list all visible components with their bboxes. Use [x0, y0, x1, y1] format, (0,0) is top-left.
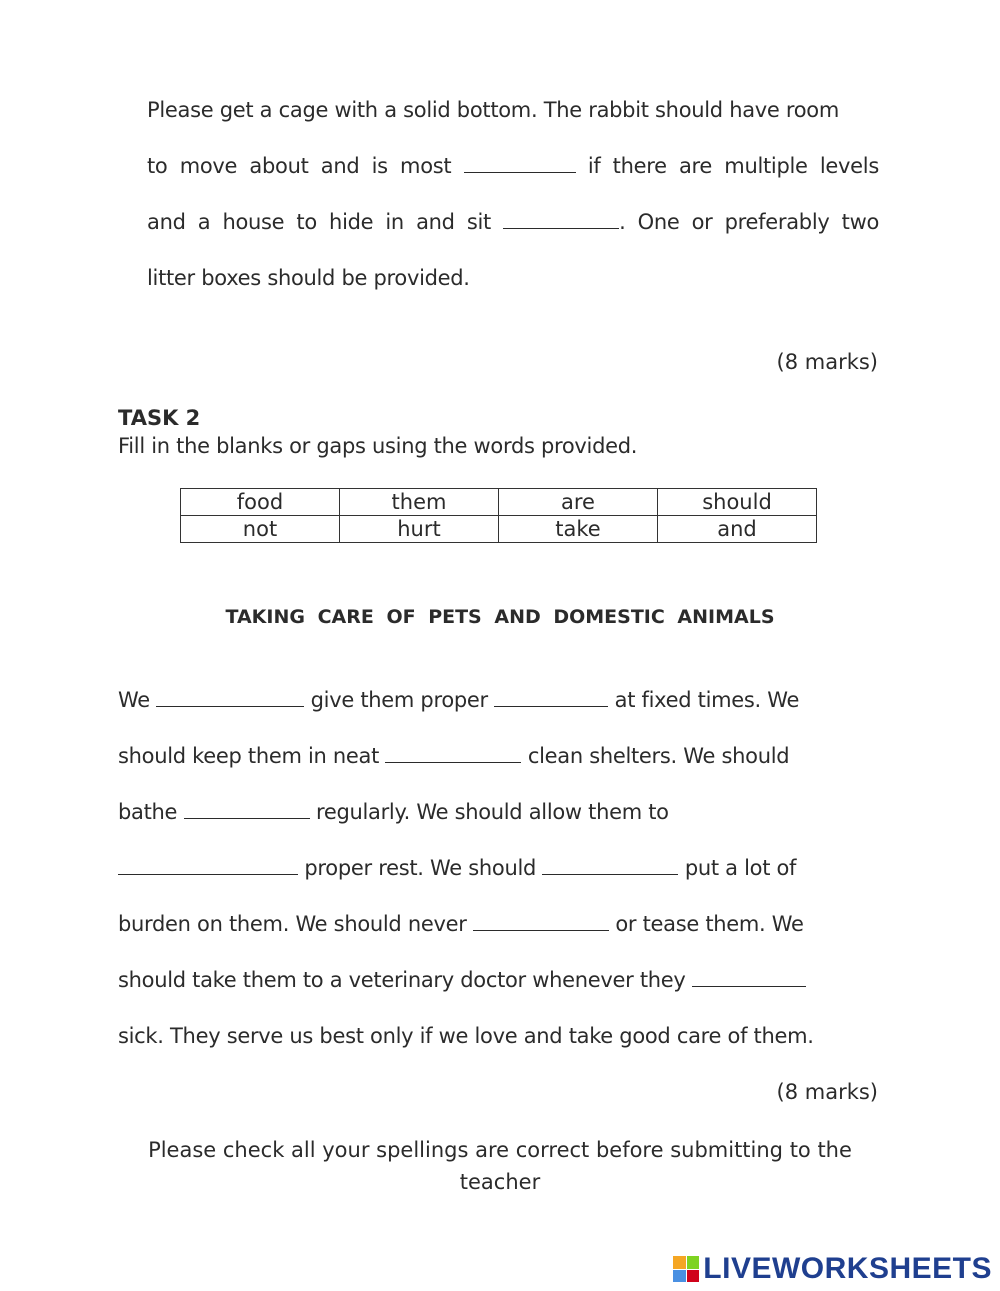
blank-input[interactable]	[156, 688, 304, 707]
blank-input[interactable]	[692, 968, 806, 987]
word-bank-cell: them	[340, 489, 499, 516]
blank-input[interactable]	[385, 744, 521, 763]
blank-input[interactable]	[464, 154, 576, 173]
word-bank-cell: not	[181, 516, 340, 543]
task2-marks: (8 marks)	[776, 1080, 878, 1104]
word-bank-cell: take	[499, 516, 658, 543]
brand-blocks-icon	[673, 1256, 699, 1282]
task1-line-1: Please get a cage with a solid bottom. The rabbit should have room	[147, 98, 840, 122]
word-bank-cell: food	[181, 489, 340, 516]
blank-input[interactable]	[494, 688, 608, 707]
blank-input[interactable]	[473, 912, 609, 931]
blank-input[interactable]	[118, 856, 298, 875]
word-bank-cell: are	[499, 489, 658, 516]
word-bank-row	[181, 516, 817, 543]
passage-line-5: burden on them. We should never or tease them. We	[118, 912, 804, 936]
brand-name: LIVEWORKSHEETS	[703, 1252, 992, 1285]
blank-input[interactable]	[503, 210, 619, 229]
passage-line-4: proper rest. We should put a lot of	[118, 853, 796, 883]
word-bank-cell: and	[658, 516, 817, 543]
blank-input[interactable]	[184, 800, 310, 819]
passage-line-6: should take them to a veterinary doctor whenever they	[118, 965, 806, 995]
passage-line-1: We give them proper at fixed times. We	[118, 688, 800, 712]
word-bank-cell: hurt	[340, 516, 499, 543]
passage-line-2: should keep them in neat clean shelters. We should	[118, 744, 790, 768]
liveworksheets-logo	[673, 1252, 992, 1286]
word-bank-table	[180, 488, 817, 543]
word-bank-row	[181, 489, 817, 516]
spelling-reminder: Please check all your spellings are correct before submitting to the teacher	[148, 1138, 852, 1194]
blank-input[interactable]	[542, 856, 678, 875]
task1-line-4: litter boxes should be provided.	[147, 266, 470, 290]
task2-title: TASK 2	[118, 406, 201, 430]
passage-line-7: sick. They serve us best only if we love and take good care of them.	[118, 1024, 814, 1048]
passage-heading: TAKING CARE OF PETS AND DOMESTIC ANIMALS	[225, 606, 775, 628]
passage-line-3: bathe regularly. We should allow them to	[118, 800, 669, 824]
task2-instruction: Fill in the blanks or gaps using the words provided.	[118, 434, 638, 458]
task1-line-2: to move about and is most if there are multiple levels	[147, 154, 879, 178]
task1-marks: (8 marks)	[776, 350, 878, 374]
word-bank-cell: should	[658, 489, 817, 516]
task1-line-3: and a house to hide in and sit . One or preferably two	[147, 210, 879, 234]
